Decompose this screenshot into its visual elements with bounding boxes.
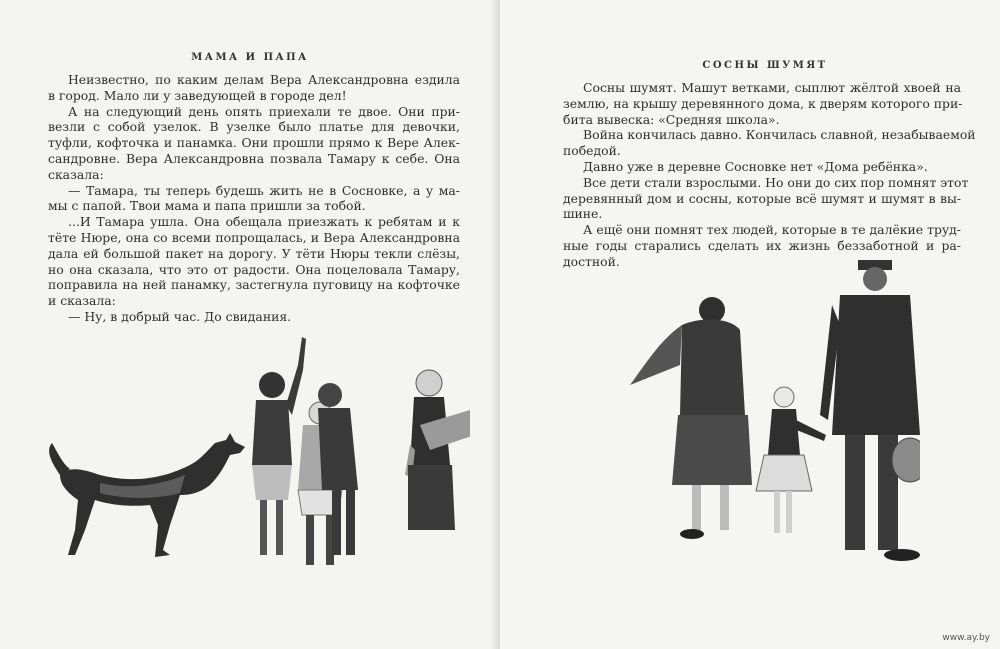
text-line: шине. — [563, 206, 603, 222]
text-line: А на следующий день опять приехали те двое. Они при- — [68, 103, 460, 119]
text-line: мы с папой. Твои мама и папа пришли за тобой. — [48, 198, 366, 214]
text-line: дала ей большой пакет на дорогу. У тёти Нюры текли слёзы, — [48, 245, 460, 261]
text-line: сказала: — [48, 166, 104, 182]
text-line: А ещё они помнят тех людей, которые в те далёкие труд- — [583, 222, 961, 238]
text-line: туфли, кофточка и панамка. Они прошли прямо к Вере Алек- — [48, 135, 460, 151]
boy-with-cat-figure — [405, 370, 470, 530]
text-line: землю, на крышу деревянного дома, к дверям которого при- — [563, 95, 963, 111]
daughter-figure — [756, 387, 826, 533]
dog-figure — [49, 433, 245, 557]
left-chapter-title: МАМА И ПАПА — [191, 52, 309, 63]
children-and-dog-illustration — [30, 325, 470, 585]
text-line: Давно уже в деревне Сосновке нет «Дома ребёнка». — [583, 158, 928, 174]
text-line: Война кончилась давно. Кончилась славной, незабываемой — [583, 127, 976, 143]
text-line: бита вывеска: «Средняя школа». — [563, 111, 780, 127]
text-line: — Ну, в добрый час. До свидания. — [68, 308, 292, 324]
text-line: везли с собой узелок. В узелке было платье для девочки, — [48, 119, 460, 135]
text-line: победой. — [563, 143, 621, 159]
text-line: тёте Нюре, она со всеми попрощалась, и Вера Александровна — [48, 229, 460, 245]
girl-figure — [252, 337, 306, 555]
text-line: деревянный дом и сосны, которые всё шумят и шумят в вы- — [563, 190, 961, 206]
left-page-text — [48, 72, 460, 325]
text-line: ...И Тамара ушла. Она обещала приезжать к ребятам и к — [68, 214, 460, 230]
mother-figure — [630, 297, 752, 539]
family-walking-illustration — [620, 255, 920, 575]
text-line: сандровне. Вера Александровна позвала Тамару к себе. Она — [48, 150, 460, 166]
right-page — [500, 0, 1000, 649]
watermark-text: www.ay.by — [942, 633, 990, 643]
text-line: — Тамара, ты теперь будешь жить не в Сосновке, а у ма- — [68, 182, 460, 198]
text-line: ные годы старались сделать их жизнь беззаботной и ра- — [563, 237, 961, 253]
father-figure — [820, 260, 920, 561]
text-line: Неизвестно, по каким делам Вера Александровна ездила — [68, 72, 460, 87]
right-page-text — [563, 80, 976, 270]
text-line: в город. Мало ли у заведующей в городе дел! — [48, 87, 347, 103]
text-line: Сосны шумят. Машут ветками, сыплют жёлтой хвоей на — [583, 80, 961, 95]
right-chapter-title: СОСНЫ ШУМЯТ — [702, 60, 828, 71]
older-boy-figure — [318, 383, 358, 555]
text-line: но она сказала, что это от радости. Она поцеловала Тамару, — [48, 261, 460, 277]
text-line: Все дети стали взрослыми. Но они до сих пор помнят этот — [583, 174, 969, 190]
text-line: поправила на ней панамку, застегнула пуговицу на кофточке — [48, 277, 460, 293]
text-line: достной. — [563, 253, 620, 269]
text-line: и сказала: — [48, 293, 116, 309]
